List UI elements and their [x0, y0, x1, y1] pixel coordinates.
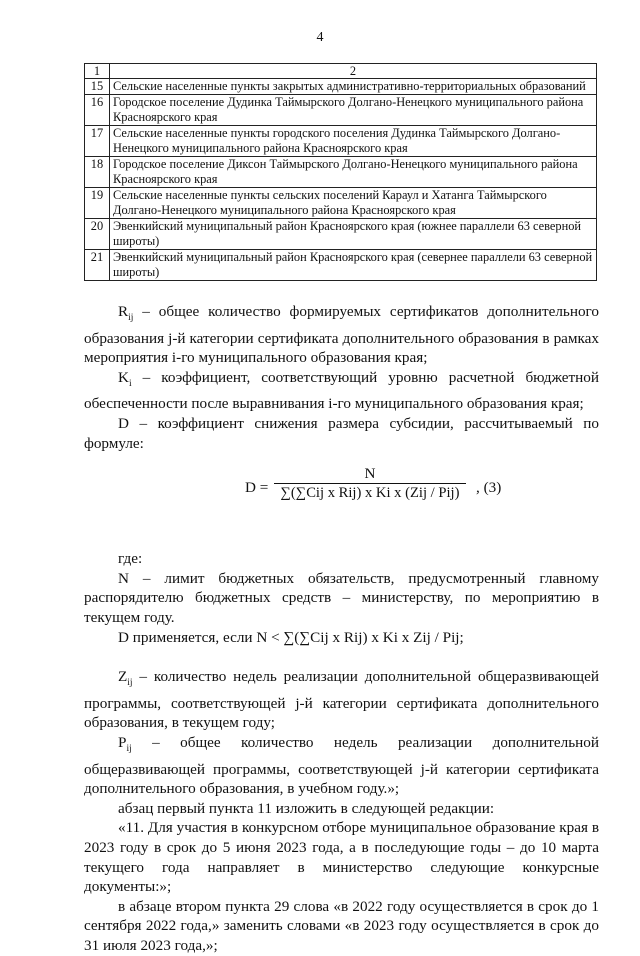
table-row: [85, 126, 597, 157]
row-number: 18: [85, 157, 110, 188]
formula-numerator: N: [274, 465, 466, 484]
row-number: 17: [85, 126, 110, 157]
definition-p-text: – общее количество недель реализации дополнительной общеразвивающей программы, соответствующей j-й категории сертификата дополнительного образования, в учебном году.»;: [84, 734, 599, 798]
row-text: Сельские населенные пункты городского поселения Дудинка Таймырского Долгано-Ненецкого муниципального района Красноярского края: [110, 126, 597, 157]
formula-3: [84, 465, 599, 521]
table-row: [85, 95, 597, 126]
definition-d: D – коэффициент снижения размера субсидии, рассчитываемый по формуле:: [84, 415, 599, 452]
definition-z: $Z_{ij}$ – количество недель реализации дополнительной общеразвивающей программы, соответствующей j-й категории сертификата дополнительного образования, в текущем году;: [84, 668, 599, 732]
definition-r-text: – общее количество формируемых сертификатов дополнительного образования j-й категории сертификата дополнительного образования в рамках мероприятия i-го муниципального образования края;: [84, 303, 599, 367]
definition-p: $P_{ij}$ – общее количество недель реализации дополнительной общеразвивающей программы, соответствующей j-й категории сертификата дополнительного образования, в учебном году.»;: [84, 734, 599, 798]
row-number: 19: [85, 188, 110, 219]
row-number: 15: [85, 79, 110, 95]
row-number: 16: [85, 95, 110, 126]
page-number: 4: [316, 30, 324, 45]
regions-table: [84, 63, 597, 281]
table-row: [85, 219, 597, 250]
body-text: [84, 302, 599, 956]
definition-z-text: – количество недель реализации дополнительной общеразвивающей программы, соответствующей j-й категории сертификата дополнительного образования, в текущем году;: [84, 668, 599, 732]
definition-k: $K_i$ – коэффициент, соответствующий уровню расчетной бюджетной обеспеченности после выравнивания i-го муниципального образования края;: [84, 368, 599, 413]
row-text: Сельские населенные пункты закрытых административно-территориальных образований: [110, 79, 597, 95]
where-label: где:: [118, 550, 143, 568]
row-number: 20: [85, 219, 110, 250]
amendment-11-text: «11. Для участия в конкурсном отборе муниципальное образование края в 2023 году в срок до 5 июня 2023 года, а в последующие годы – до 10 марта текущего года направляет в министерство следующие конкурсные документы:»;: [84, 819, 599, 896]
amendment-29-text: в абзаце втором пункта 29 слова «в 2022 году осуществляется в срок до 1 сентября 2022 года,» заменить словами «в 2023 году осуществляется в срок до 31 июля 2023 года,»;: [84, 897, 599, 954]
definition-r: $R_{ij}$ – общее количество формируемых сертификатов дополнительного образования j-й категории сертификата дополнительного образования в рамках мероприятия i-го муниципального образования края;: [84, 303, 599, 367]
table-header-row: [85, 64, 597, 79]
formula-number: , (3): [476, 479, 502, 497]
row-text: Городское поселение Дудинка Таймырского Долгано-Ненецкого муниципального района Красноярского края: [110, 95, 597, 126]
table-row: [85, 79, 597, 95]
row-text: Эвенкийский муниципальный район Красноярского края (севернее параллели 63 северной широты): [110, 250, 597, 281]
table-row: [85, 188, 597, 219]
row-text: Сельские населенные пункты сельских поселений Караул и Хатанга Таймырского Долгано-Ненецкого муниципального района Красноярского края: [110, 188, 597, 219]
formula-lhs: D =: [245, 479, 269, 497]
table-header-col-1: 1: [85, 64, 110, 79]
row-number: 21: [85, 250, 110, 281]
definition-n: N – лимит бюджетных обязательств, предусмотренный главному распорядителю бюджетных средств – министерству, по мероприятию в текущем году.: [84, 569, 599, 626]
amendment-11-intro: абзац первый пункта 11 изложить в следующей редакции:: [118, 799, 495, 817]
formula-fraction: [274, 465, 466, 502]
definition-k-text: – коэффициент, соответствующий уровню расчетной бюджетной обеспеченности после выравнивания i-го муниципального образования края;: [84, 368, 599, 413]
row-text: Городское поселение Диксон Таймырского Долгано-Ненецкого муниципального района Красноярского края: [110, 157, 597, 188]
table-header-col-2: 2: [110, 64, 597, 79]
formula-denominator: ∑(∑Cij x Rij) x Ki x (Zij / Pij): [280, 485, 460, 502]
d-condition: D применяется, если N < ∑(∑Cij x Rij) x Ki x Zij / Pij;: [118, 628, 464, 646]
table-row: [85, 157, 597, 188]
row-text: Эвенкийский муниципальный район Красноярского края (южнее параллели 63 северной широты): [110, 219, 597, 250]
table-row: [85, 250, 597, 281]
